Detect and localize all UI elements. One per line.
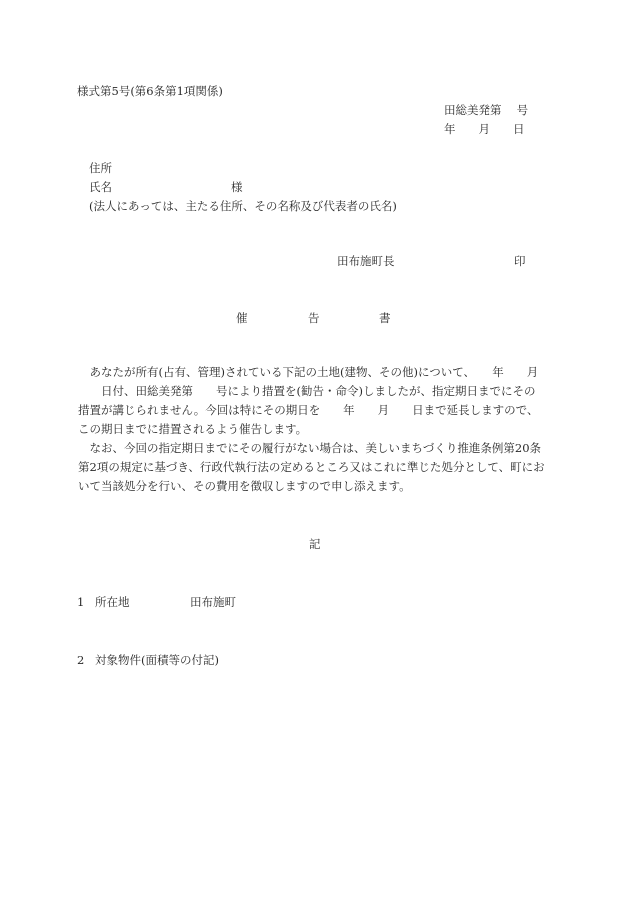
note-heading: 記	[309, 537, 321, 551]
honorific: 様	[231, 180, 243, 194]
reference-number: 田総美発第 号	[444, 103, 529, 117]
item-number: 2	[77, 653, 85, 667]
address-label: 住所	[89, 161, 112, 175]
document-title-char-3: 書	[379, 311, 391, 325]
body-line: この期日までに措置されるよう催告します。	[78, 422, 308, 436]
item-label: 対象物件(面積等の付記)	[95, 653, 219, 667]
body-line: あなたが所有(占有、管理)されている下記の土地(建物、その他)について、 年 月	[78, 365, 539, 379]
seal-mark: 印	[514, 254, 526, 268]
body-line: 日付、田総美発第 号により措置を(勧告・命令)しましたが、指定期日までにその	[78, 384, 536, 398]
sender-title: 田布施町長	[337, 254, 395, 268]
form-title: 様式第5号(第6条第1項関係)	[77, 84, 223, 98]
body-line: 第2項の規定に基づき、行政代執行法の定めるところ又はこれに準じた処分として、町にお	[78, 460, 545, 474]
document-title-char-1: 催	[236, 311, 248, 325]
body-line: いて当該処分を行い、その費用を徴収しますので申し添えます。	[78, 479, 411, 493]
body-line: 措置が講じられません。今回は特にその期日を 年 月 日まで延長しますので、	[78, 403, 539, 417]
item-label: 所在地	[95, 595, 130, 609]
name-label: 氏名	[89, 180, 112, 194]
reference-date: 年 月 日	[444, 122, 525, 136]
corporate-note: (法人にあっては、主たる住所、その名称及び代表者の氏名)	[89, 199, 397, 213]
item-value: 田布施町	[190, 595, 236, 609]
body-line: なお、今回の指定期日までにその履行がない場合は、美しいまちづくり推進条例第20条	[78, 441, 542, 455]
document-title-char-2: 告	[308, 311, 320, 325]
item-number: 1	[77, 595, 85, 609]
